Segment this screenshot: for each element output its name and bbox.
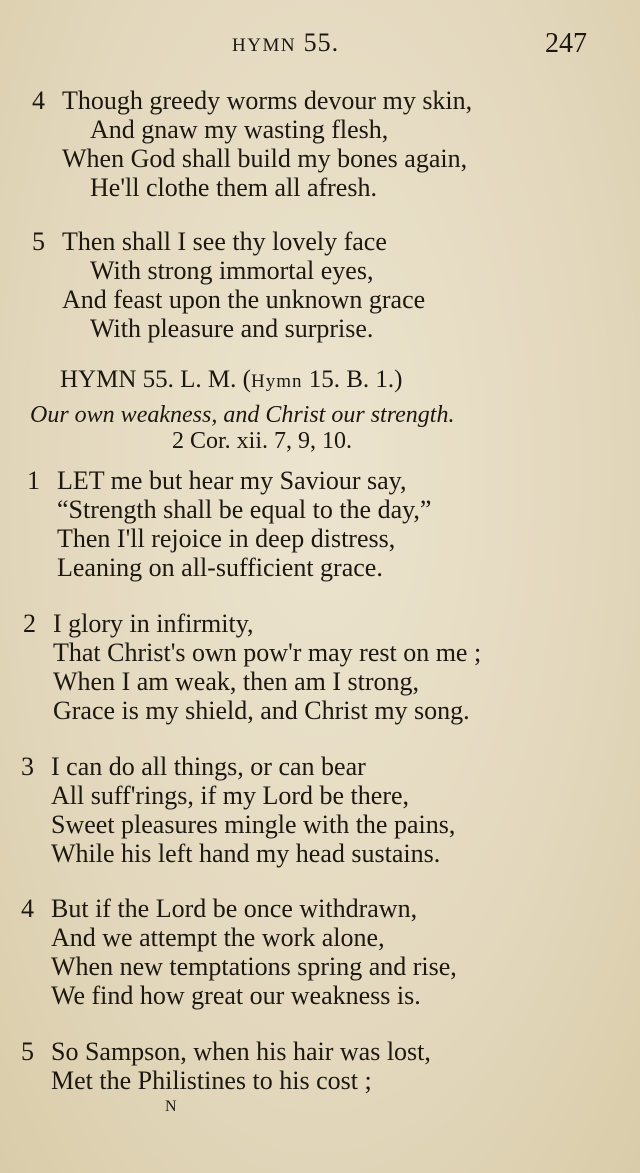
hymn-subtitle: Our own weakness, and Christ our strength. bbox=[30, 402, 455, 428]
stanza-number: 4 bbox=[21, 894, 34, 923]
verse-line: When I am weak, then am I strong, bbox=[53, 667, 420, 696]
verse-line: With pleasure and surprise. bbox=[90, 314, 374, 343]
verse-line: So Sampson, when his hair was lost, bbox=[51, 1037, 431, 1066]
hymn-heading-main: HYMN 55. L. M. ( bbox=[60, 366, 251, 393]
verse-line: And feast upon the unknown grace bbox=[62, 285, 426, 314]
verse-line: LET me but hear my Saviour say, bbox=[57, 466, 407, 495]
verse-line: And gnaw my wasting flesh, bbox=[90, 115, 389, 144]
stanza-number: 4 bbox=[32, 86, 45, 115]
page-number: 247 bbox=[545, 28, 587, 59]
verse-line: With strong immortal eyes, bbox=[90, 256, 374, 285]
verse-line: I can do all things, or can bear bbox=[51, 752, 366, 781]
verse-line: And we attempt the work alone, bbox=[51, 923, 385, 952]
stanza-number: 5 bbox=[32, 227, 45, 256]
verse-line: We find how great our weakness is. bbox=[51, 981, 421, 1010]
verse-line: While his left hand my head sustains. bbox=[51, 839, 441, 868]
hymn-heading-small: Hymn bbox=[250, 371, 303, 392]
verse-line: He'll clothe them all afresh. bbox=[90, 173, 377, 202]
stanza-number: 3 bbox=[21, 752, 34, 781]
verse-line: But if the Lord be once withdrawn, bbox=[51, 894, 418, 923]
verse-line: I glory in infirmity, bbox=[53, 609, 254, 638]
verse-line: Grace is my shield, and Christ my song. bbox=[53, 696, 470, 725]
verse-line: When new temptations spring and rise, bbox=[51, 952, 457, 981]
verse-line: “Strength shall be equal to the day,” bbox=[57, 495, 432, 524]
running-head bbox=[0, 28, 640, 68]
stanza-number: 5 bbox=[21, 1037, 34, 1066]
verse-line: That Christ's own pow'r may rest on me ; bbox=[53, 638, 482, 667]
verse-line: Though greedy worms devour my skin, bbox=[62, 86, 473, 115]
running-title bbox=[232, 28, 339, 58]
verse-line: Then I'll rejoice in deep distress, bbox=[57, 524, 396, 553]
running-hymn-number: 55. bbox=[303, 28, 340, 57]
scripture-reference: 2 Cor. xii. 7, 9, 10. bbox=[172, 428, 353, 454]
verse-line: Leaning on all-sufficient grace. bbox=[57, 553, 383, 582]
stanza-number: 1 bbox=[27, 466, 40, 495]
signature-mark: N bbox=[165, 1098, 177, 1115]
verse-line: Then shall I see thy lovely face bbox=[62, 227, 387, 256]
running-hymn-word: HYMN bbox=[232, 35, 297, 56]
verse-line: Met the Philistines to his cost ; bbox=[51, 1066, 372, 1095]
hymn-heading-end: 15. B. 1.) bbox=[302, 366, 403, 393]
verse-line: Sweet pleasures mingle with the pains, bbox=[51, 810, 456, 839]
verse-line: When God shall build my bones again, bbox=[62, 144, 468, 173]
verse-line: All suff'rings, if my Lord be there, bbox=[51, 781, 410, 810]
hymn-heading bbox=[60, 366, 402, 394]
stanza-number: 2 bbox=[23, 609, 36, 638]
